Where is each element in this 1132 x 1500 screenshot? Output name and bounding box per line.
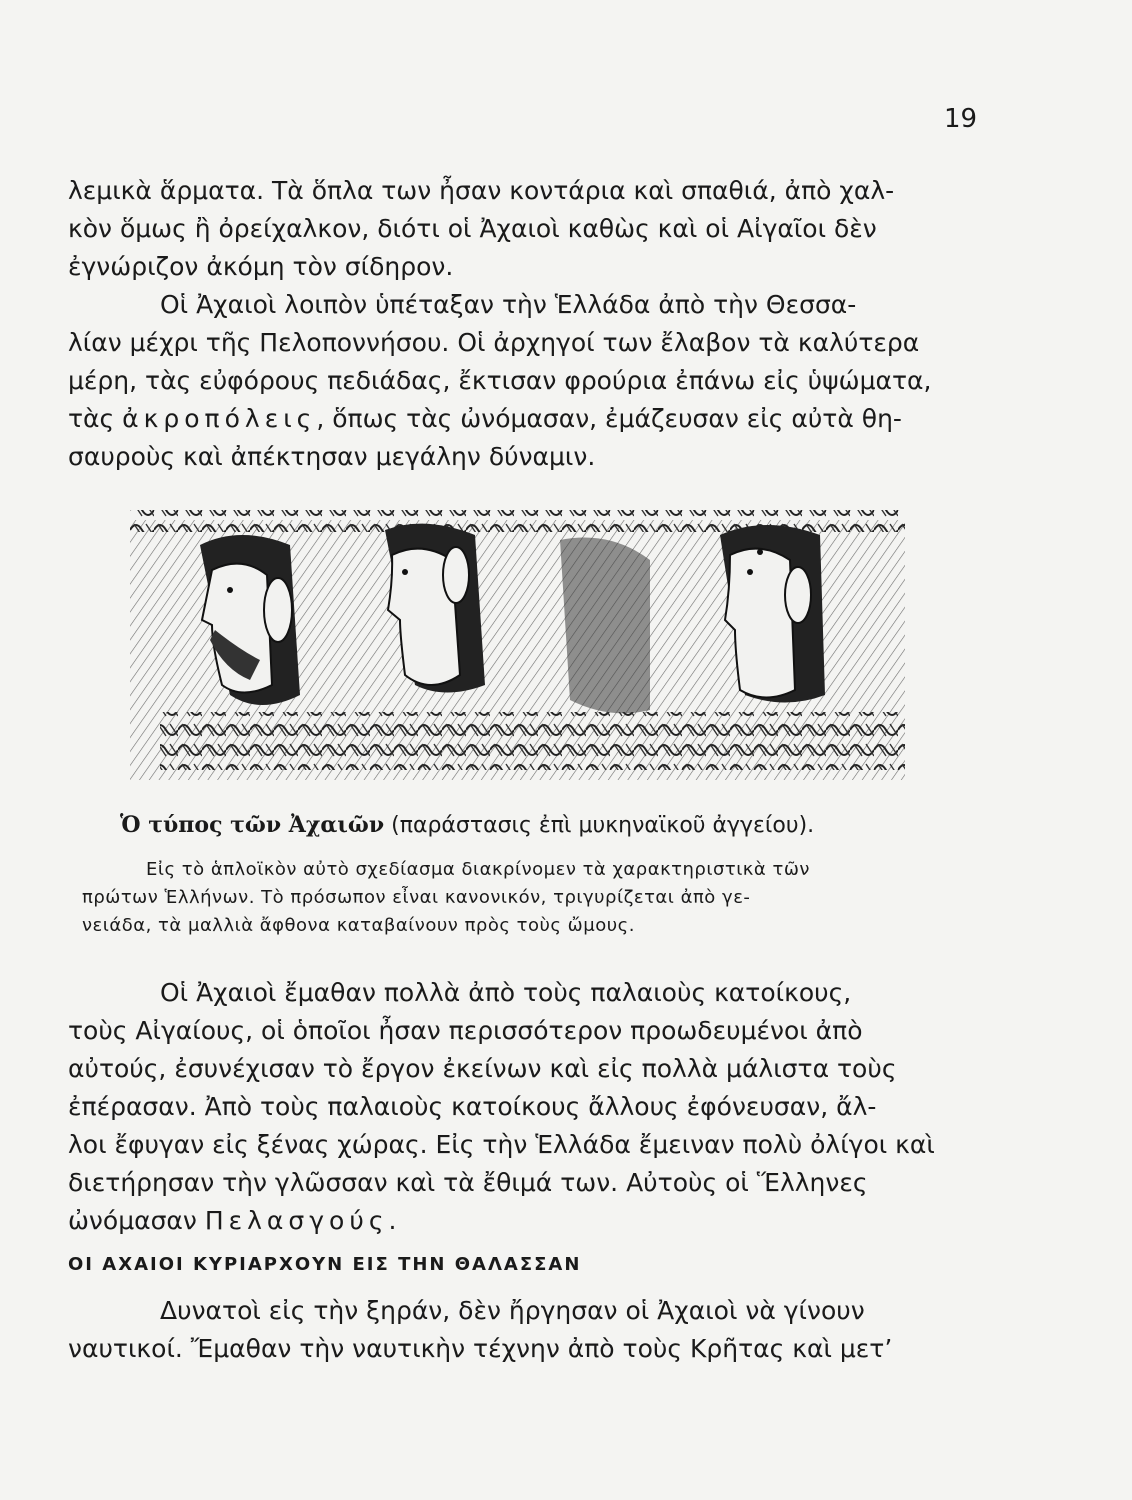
text-line: διετήρησαν τὴν γλῶσσαν καὶ τὰ ἔθιμά των. Αὐτοὺς οἱ Ἕλληνες [68,1168,868,1197]
mycenaean-vase-illustration [130,500,905,790]
page-number: 19 [944,104,978,134]
spaced-term: Πελασγούς. [204,1206,402,1235]
text-line: ἐπέρασαν. Ἀπὸ τοὺς παλαιοὺς κατοίκους ἄλλους ἐφόνευσαν, ἄλ- [68,1092,877,1121]
text-fragment: , ὅπως τὰς ὠνόμασαν, ἐμάζευσαν εἰς αὐτὰ θη- [316,404,902,433]
caption-line: Εἰς τὸ ἁπλοϊκὸν αὐτὸ σχεδίασμα διακρίνομεν τὰ χαρακτηριστικὰ τῶν [146,859,810,880]
caption-line: πρώτων Ἑλλήνων. Τὸ πρόσωπον εἶναι κανονικόν, τριγυρίζεται ἀπὸ γε- [82,887,751,908]
head-figure-3-faded [560,538,650,714]
paragraph-4 [68,1292,976,1368]
paragraph-1 [68,172,976,286]
figure-caption-body [82,856,972,940]
spaced-term: ἀκροπόλεις [122,404,317,433]
text-line: κὸν ὅμως ἢ ὀρείχαλκον, διότι οἱ Ἀχαιοὶ καθὼς καὶ οἱ Αἰγαῖοι δὲν [68,214,877,243]
text-line [68,400,976,438]
text-line: λοι ἔφυγαν εἰς ξένας χώρας. Εἰς τὴν Ἑλλάδα ἔμειναν πολὺ ὀλίγοι καὶ [68,1130,935,1159]
text-line: Δυνατοὶ εἰς τὴν ξηράν, δὲν ἤργησαν οἱ Ἀχαιοὶ νὰ γίνουν [160,1296,865,1325]
text-fragment: ὠνόμασαν [68,1206,197,1235]
section-heading: ΟΙ ΑΧΑΙΟΙ ΚΥΡΙΑΡΧΟΥΝ ΕΙΣ ΤΗΝ ΘΑΛΑΣΣΑΝ [68,1254,582,1275]
caption-title-text: Ὁ τύπος τῶν Ἀχαιῶν [120,812,385,838]
figure-caption-title [120,812,814,838]
text-line [68,1202,976,1240]
paragraph-3 [68,974,976,1240]
text-line: λεμικὰ ἅρματα. Τὰ ὅπλα των ἦσαν κοντάρια καὶ σπαθιά, ἀπὸ χαλ- [68,176,895,205]
text-line: αὐτούς, ἐσυνέχισαν τὸ ἔργον ἐκείνων καὶ εἰς πολλὰ μάλιστα τοὺς [68,1054,897,1083]
text-line: σαυροὺς καὶ ἀπέκτησαν μεγάλην δύναμιν. [68,442,596,471]
text-line: μέρη, τὰς εὐφόρους πεδιάδας, ἔκτισαν φρούρια ἐπάνω εἰς ὑψώματα, [68,366,932,395]
caption-note: (παράστασις ἐπὶ μυκηναϊκοῦ ἀγγείου). [391,813,815,838]
text-line: Οἱ Ἀχαιοὶ λοιπὸν ὑπέταξαν τὴν Ἑλλάδα ἀπὸ τὴν Θεσσα- [160,290,857,319]
caption-line: νειάδα, τὰ μαλλιὰ ἄφθονα καταβαίνουν πρὸς τοὺς ὤμους. [82,915,635,936]
text-line: ναυτικοί. Ἔμαθαν τὴν ναυτικὴν τέχνην ἀπὸ τοὺς Κρῆτας καὶ μετ’ [68,1334,893,1363]
paragraph-2 [68,286,976,476]
text-line: λίαν μέχρι τῆς Πελοποννήσου. Οἱ ἀρχηγοί των ἔλαβον τὰ καλύτερα [68,328,920,357]
text-line: Οἱ Ἀχαιοὶ ἔμαθαν πολλὰ ἀπὸ τοὺς παλαιοὺς κατοίκους, [160,978,852,1007]
text-line: ἐγνώριζον ἀκόμη τὸν σίδηρον. [68,252,454,281]
text-fragment: τὰς [68,404,115,433]
text-line: τοὺς Αἰγαίους, οἱ ὁποῖοι ἦσαν περισσότερον προωδευμένοι ἀπὸ [68,1016,863,1045]
